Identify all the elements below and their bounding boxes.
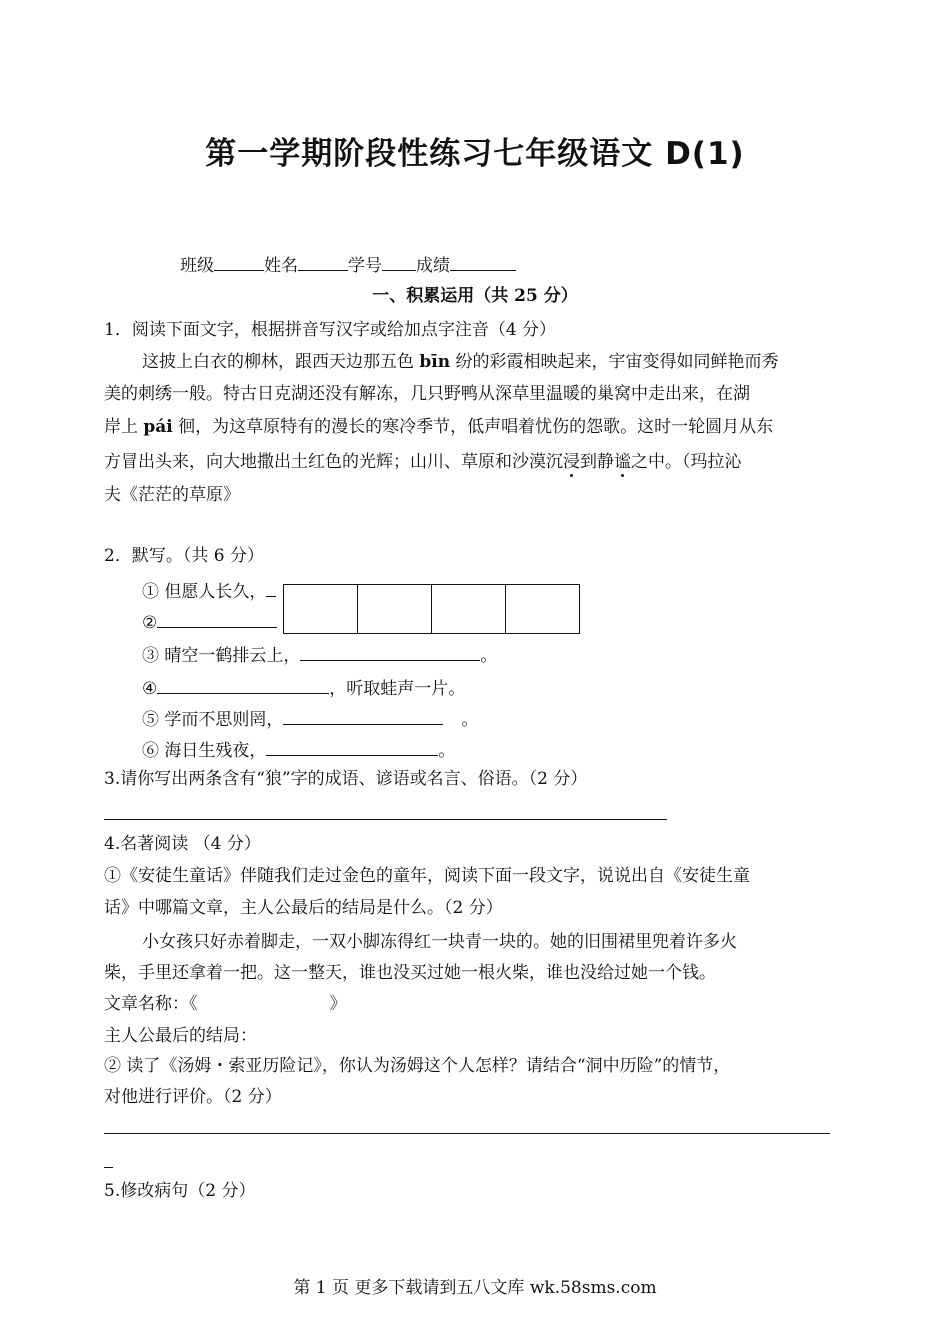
answer-blank[interactable] xyxy=(266,579,276,597)
q1-passage-line-2: 美的刺绣一般。特古日克湖还没有解冻，几只野鸭从深草里温暖的巢窝中走出来，在湖 xyxy=(104,384,750,404)
answer-blank[interactable] xyxy=(300,643,480,661)
poem-line: ② xyxy=(142,613,158,633)
grid-cell[interactable] xyxy=(284,585,358,633)
q1-passage-line-4 xyxy=(104,452,742,472)
q2-prompt: 2．默写。（共 6 分） xyxy=(104,546,264,566)
q4-sub2-line-1: ② 读了《汤姆・索亚历险记》，你认为汤姆这个人怎样？请结合“洞中历险”的情节， xyxy=(104,1056,731,1076)
q4-quote-line-2: 柴，手里还拿着一把。这一整天，谁也没买过她一根火柴，谁也没给过她一个钱。 xyxy=(104,963,716,983)
score-label: 成绩 xyxy=(416,256,450,276)
pinyin-bin: bīn xyxy=(419,352,451,372)
poem-line: ③ 晴空一鹤排云上， xyxy=(142,646,301,666)
q4-answer-line-stub[interactable] xyxy=(104,1167,113,1168)
passage-text: 之中。（玛拉沁 xyxy=(631,452,742,472)
q4-quote-line-1: 小女孩只好赤着脚走，一双小脚冻得红一块青一块的。她的旧围裙里兜着许多火 xyxy=(142,932,737,952)
poem-line: ④ xyxy=(142,679,158,699)
passage-text: 岸上 xyxy=(104,417,144,437)
q4-prompt: 4.名著阅读 （4 分） xyxy=(104,834,261,854)
q3-answer-line[interactable] xyxy=(104,819,667,820)
page-footer: 第 1 页 更多下载请到五八文库 wk.58sms.com xyxy=(293,1278,657,1298)
dotted-char-jin: 浸 xyxy=(563,452,580,472)
passage-text: 徊，为这草原特有的漫长的寒冷季节，低声唱着忧伤的怨歌。这时一轮圆月从东 xyxy=(172,417,774,437)
name-label: 姓名 xyxy=(264,256,298,276)
class-blank[interactable] xyxy=(214,253,264,271)
pinyin-pai: pái xyxy=(143,417,173,437)
poem-line: ① 但愿人长久， xyxy=(142,582,267,602)
ending-label: 主人公最后的结局： xyxy=(104,1026,257,1046)
punctuation: 。 xyxy=(438,741,456,761)
grid-cell[interactable] xyxy=(506,585,579,633)
q1-prompt: 1．阅读下面文字，根据拼音写汉字或给加点字注音（4 分） xyxy=(104,320,557,340)
student-info-line xyxy=(180,253,516,276)
section-heading: 一、积累运用（共 25 分） xyxy=(372,286,578,306)
q4-sub1-line-2: 话》中哪篇文章，主人公最后的结局是什么。（2 分） xyxy=(104,898,503,918)
q4-sub1-line-1: ①《安徒生童话》伴随我们走过金色的童年，阅读下面一段文字，说说出自《安徒生童 xyxy=(104,866,750,886)
q1-passage-line-3 xyxy=(104,417,773,437)
score-blank[interactable] xyxy=(450,253,516,271)
q5-prompt: 5.修改病句（2 分） xyxy=(104,1181,256,1201)
q1-passage-line-5: 夫《茫茫的草原》 xyxy=(104,485,240,505)
poem-line: ⑤ 学而不思则罔， xyxy=(142,710,284,730)
poem-line: ⑥ 海日生残夜， xyxy=(142,741,267,761)
q4-sub2-line-2: 对他进行评价。（2 分） xyxy=(104,1087,282,1107)
answer-blank[interactable] xyxy=(157,610,277,628)
q2-line-2 xyxy=(142,610,277,633)
passage-text: 纷的彩霞相映起来，宇宙变得如同鲜艳而秀 xyxy=(450,352,779,372)
answer-box-grid[interactable] xyxy=(283,584,580,634)
q4-answer-line[interactable] xyxy=(104,1133,830,1134)
number-label: 学号 xyxy=(348,256,382,276)
punctuation: 。 xyxy=(461,710,479,730)
poem-line: ，听取蛙声一片。 xyxy=(329,679,466,699)
number-blank[interactable] xyxy=(382,253,416,271)
article-name-close: 》 xyxy=(329,994,347,1014)
q2-line-6 xyxy=(142,738,455,761)
q2-line-3 xyxy=(142,643,497,666)
q3-prompt: 3.请你写出两条含有“狼”字的成语、谚语或名言、俗语。（2 分） xyxy=(104,769,588,789)
passage-text: 这披上白衣的柳林，跟西天边那五色 xyxy=(142,352,420,372)
answer-blank[interactable] xyxy=(157,676,329,694)
grid-cell[interactable] xyxy=(358,585,432,633)
page-title: 第一学期阶段性练习七年级语文 D(1) xyxy=(205,136,745,172)
q2-line-4 xyxy=(142,676,465,699)
article-name-label: 文章名称：《 xyxy=(104,994,198,1014)
grid-cell[interactable] xyxy=(432,585,506,633)
passage-text: 方冒出头来，向大地撒出土红色的光辉；山川、草原和沙漠沉 xyxy=(104,452,563,472)
answer-blank[interactable] xyxy=(283,707,443,725)
passage-text: 到静 xyxy=(580,452,614,472)
article-name-line xyxy=(104,994,347,1014)
punctuation: 。 xyxy=(480,646,498,666)
answer-blank[interactable] xyxy=(266,738,438,756)
dotted-char-mi: 谧 xyxy=(614,452,631,472)
q2-line-1 xyxy=(142,579,276,602)
q2-line-5 xyxy=(142,707,478,730)
q1-passage-line-1 xyxy=(142,352,779,372)
name-blank[interactable] xyxy=(298,253,348,271)
class-label: 班级 xyxy=(180,256,214,276)
